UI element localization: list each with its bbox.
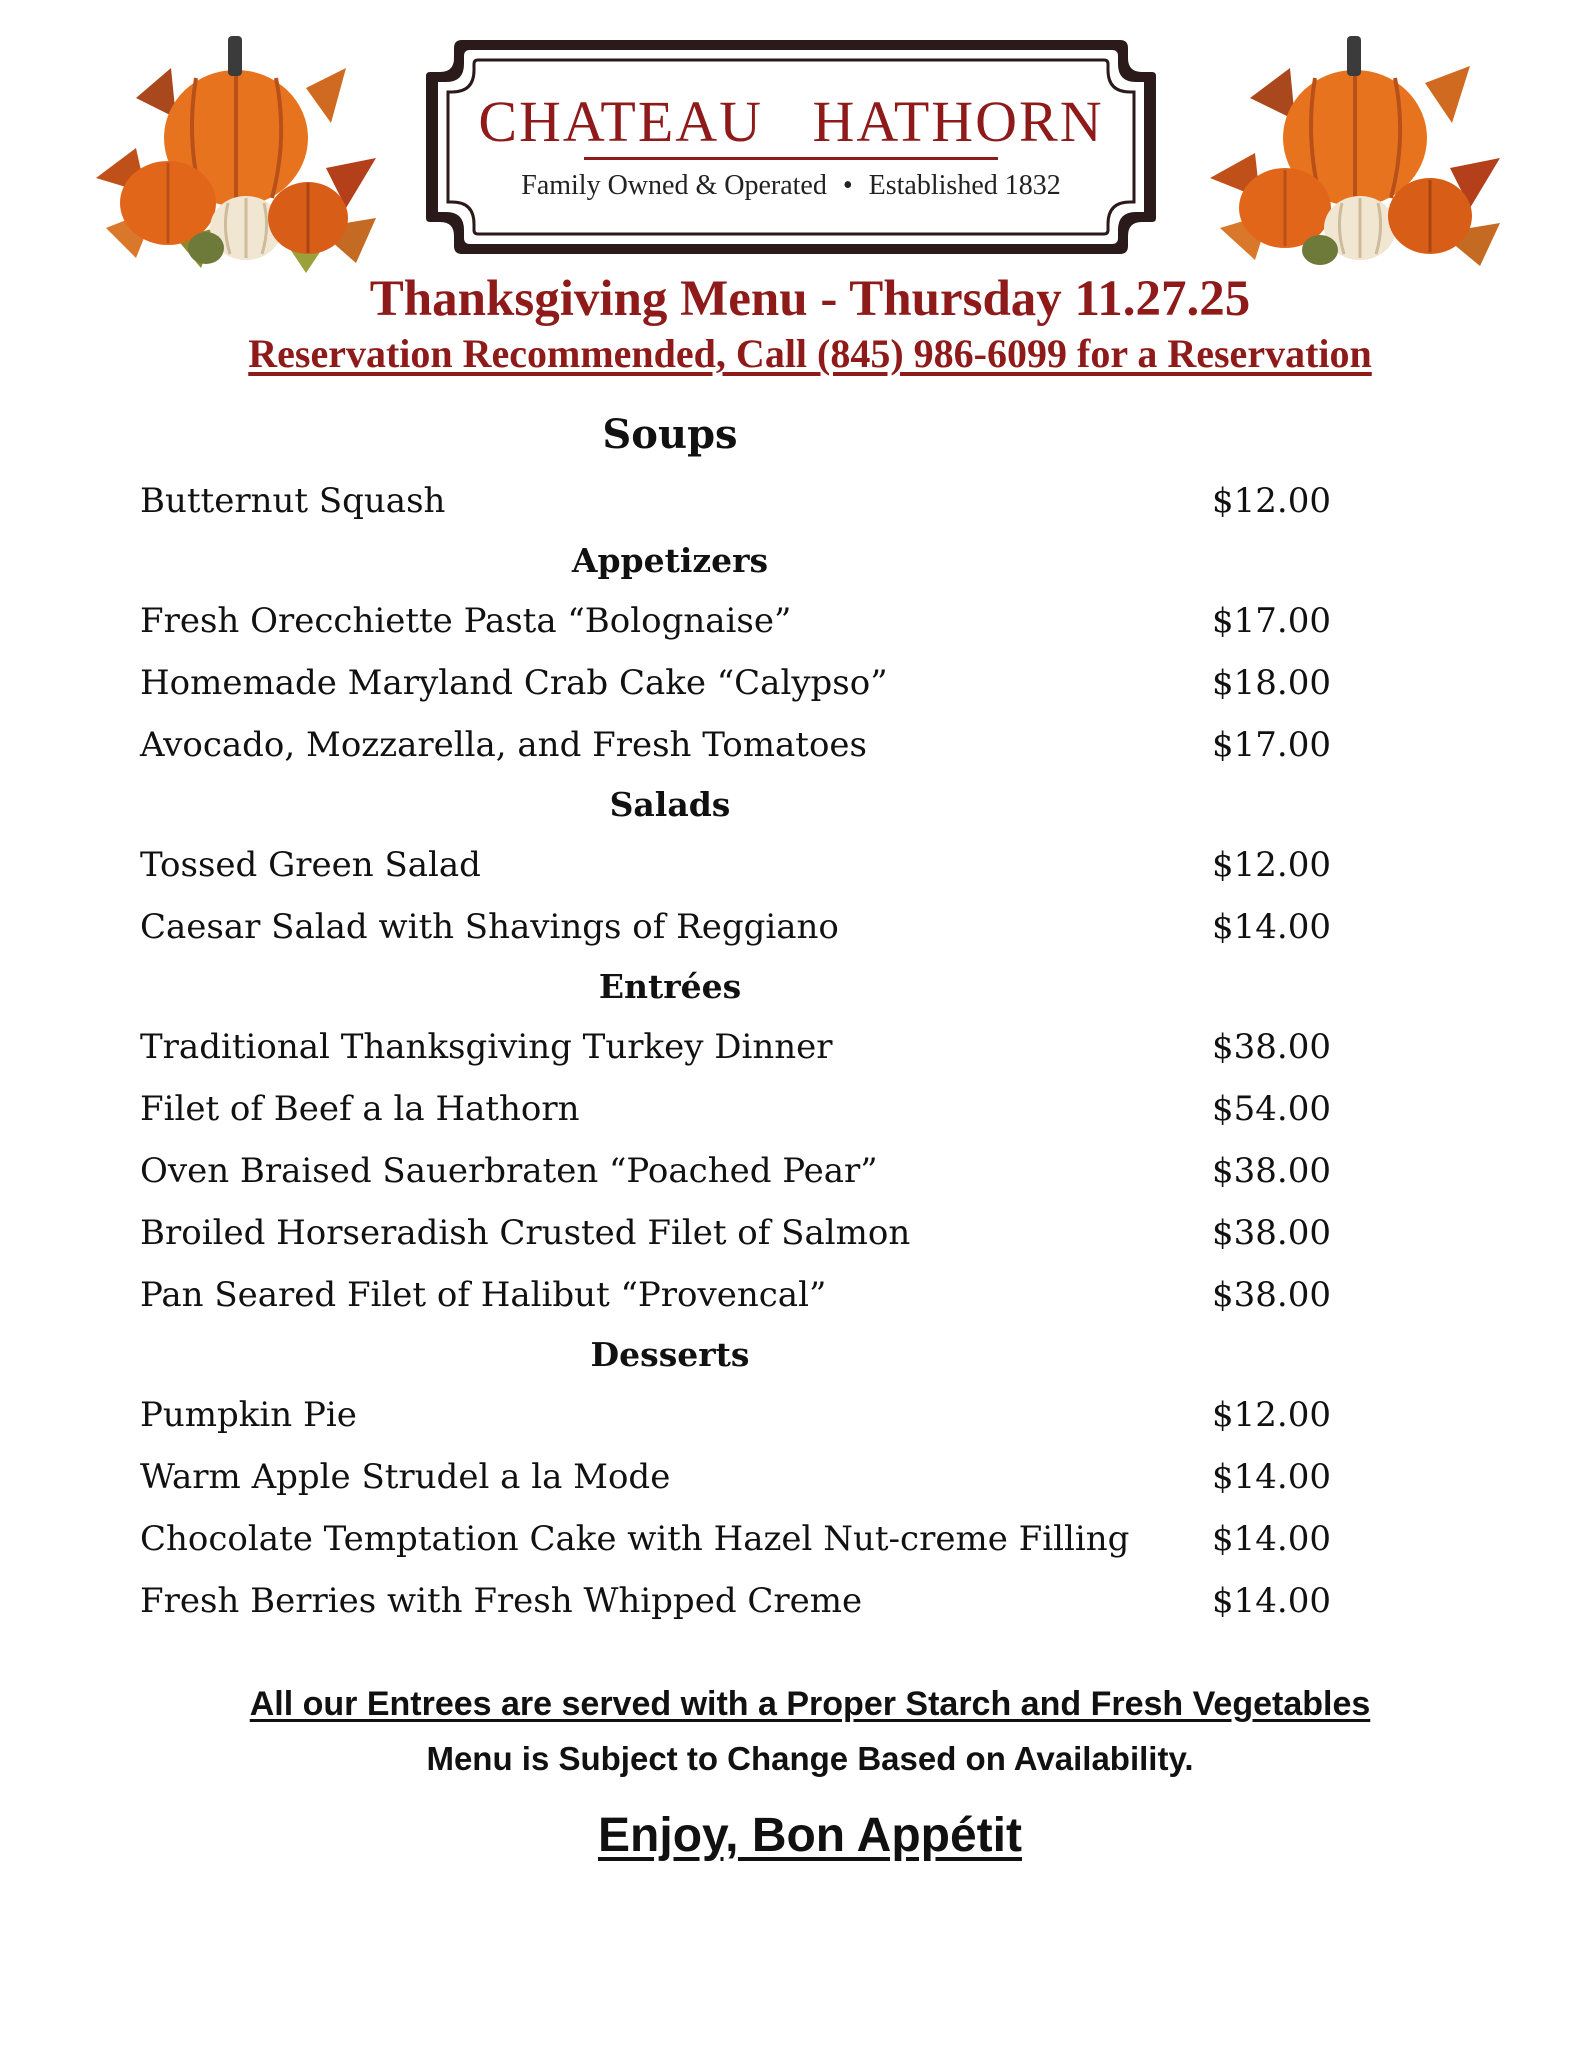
menu-item-name: Caesar Salad with Shavings of Reggiano	[140, 907, 839, 947]
section-heading: Desserts	[590, 1335, 750, 1374]
tagline-left: Family Owned & Operated	[521, 170, 827, 201]
entree-note: All our Entrees are served with a Proper Starch and Fresh Vegetables	[249, 1685, 1371, 1723]
page-title: Thanksgiving Menu - Thursday 11.27.25	[369, 271, 1251, 327]
menu-item	[140, 1384, 1340, 1446]
tagline-separator: •	[842, 170, 853, 201]
menu-section	[140, 776, 1340, 958]
section-heading: Salads	[609, 785, 731, 824]
menu-item-price: $18.00	[1212, 663, 1331, 703]
menu-item-name: Traditional Thanksgiving Turkey Dinner	[140, 1027, 833, 1067]
menu-item	[140, 1140, 1340, 1202]
section-heading: Appetizers	[571, 541, 769, 580]
menu-section	[140, 400, 1340, 532]
menu-item-price: $38.00	[1212, 1213, 1331, 1253]
menu-item-price: $14.00	[1212, 1519, 1331, 1559]
menu-item-name: Broiled Horseradish Crusted Filet of Salmon	[140, 1213, 911, 1253]
menu-section	[140, 1326, 1340, 1632]
menu-item-price: $14.00	[1212, 1581, 1331, 1621]
availability-note: Menu is Subject to Change Based on Availability.	[426, 1740, 1194, 1777]
logo-tagline	[422, 170, 1160, 202]
menu-item-price: $38.00	[1212, 1151, 1331, 1191]
menu-section	[140, 532, 1340, 776]
menu-item-name: Pumpkin Pie	[140, 1395, 357, 1435]
menu-item-price: $12.00	[1212, 845, 1331, 885]
menu-item-name: Warm Apple Strudel a la Mode	[140, 1457, 671, 1497]
menu-item-price: $12.00	[1212, 1395, 1331, 1435]
menu-item-price: $54.00	[1212, 1089, 1331, 1129]
menu-item-price: $12.00	[1212, 481, 1331, 521]
menu-item	[140, 1446, 1340, 1508]
menu-item-price: $38.00	[1212, 1275, 1331, 1315]
menu-item	[140, 1016, 1340, 1078]
menu-item-price: $38.00	[1212, 1027, 1331, 1067]
section-heading: Soups	[602, 411, 738, 458]
menu-item	[140, 714, 1340, 776]
reservation-note: Reservation Recommended, Call (845) 986-6099 for a Reservation	[248, 331, 1372, 376]
menu-item-name: Homemade Maryland Crab Cake “Calypso”	[140, 663, 888, 703]
menu-item-name: Tossed Green Salad	[140, 845, 481, 885]
menu-item	[140, 834, 1340, 896]
menu-item-name: Fresh Berries with Fresh Whipped Creme	[140, 1581, 863, 1621]
menu-item	[140, 1508, 1340, 1570]
section-heading: Entrées	[598, 967, 742, 1006]
pumpkin-arrangement-icon	[1200, 28, 1510, 276]
menu-item-price: $17.00	[1212, 725, 1331, 765]
menu-item	[140, 652, 1340, 714]
menu-item-price: $17.00	[1212, 601, 1331, 641]
logo-divider	[584, 157, 998, 160]
menu-item	[140, 1264, 1340, 1326]
menu-item-name: Chocolate Temptation Cake with Hazel Nut-creme Filling	[140, 1519, 1130, 1559]
menu-item	[140, 1202, 1340, 1264]
pumpkin-arrangement-icon	[76, 28, 386, 276]
menu-item-name: Butternut Squash	[140, 481, 446, 521]
menu-item	[140, 1570, 1340, 1632]
closing-message: Enjoy, Bon Appétit	[598, 1809, 1022, 1862]
menu-list	[140, 400, 1340, 1632]
menu-item	[140, 470, 1340, 532]
menu-item	[140, 590, 1340, 652]
menu-item-name: Filet of Beef a la Hathorn	[140, 1089, 580, 1129]
menu-item-name: Oven Braised Sauerbraten “Poached Pear”	[140, 1151, 878, 1191]
menu-item-name: Fresh Orecchiette Pasta “Bolognaise”	[140, 601, 792, 641]
menu-item-name: Pan Seared Filet of Halibut “Provencal”	[140, 1275, 827, 1315]
menu-section	[140, 958, 1340, 1326]
menu-item-name: Avocado, Mozzarella, and Fresh Tomatoes	[140, 725, 867, 765]
restaurant-logo	[422, 36, 1160, 258]
tagline-right: Established 1832	[868, 170, 1061, 201]
menu-item-price: $14.00	[1212, 1457, 1331, 1497]
logo-name: CHATEAU HATHORN	[478, 89, 1104, 154]
menu-item	[140, 896, 1340, 958]
menu-item-price: $14.00	[1212, 907, 1331, 947]
menu-item	[140, 1078, 1340, 1140]
